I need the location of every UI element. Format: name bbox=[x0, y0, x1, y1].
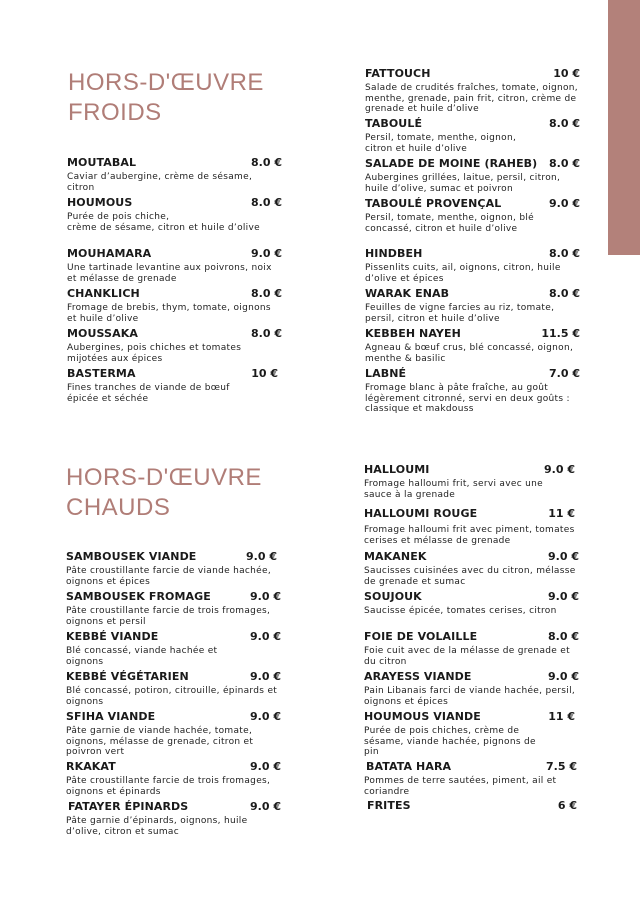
item-price: 9.0 € bbox=[544, 463, 575, 476]
item-price: 8.0 € bbox=[549, 287, 580, 300]
item-description: Purée de pois chiches, crème de sésame, viande hachée, pignons de pin bbox=[364, 726, 536, 757]
item-description: Pâte croustillante farcie de trois fromages, oignons et persil bbox=[66, 606, 271, 627]
item-price: 9.0 € bbox=[250, 760, 281, 773]
item-name: ARAYESS VIANDE bbox=[364, 670, 472, 683]
item-price: 7.5 € bbox=[546, 760, 577, 773]
item-description: Foie cuit avec de la mélasse de grenade et du citron bbox=[364, 646, 570, 667]
item-price: 10 € bbox=[251, 367, 278, 380]
item-price: 11.5 € bbox=[541, 327, 580, 340]
item-price: 9.0 € bbox=[548, 550, 579, 563]
item-name: HOUMOUS bbox=[67, 196, 133, 209]
item-description: Persil, tomate, menthe, oignon, citron et huile d’olive bbox=[365, 133, 517, 154]
item-price: 8.0 € bbox=[251, 156, 282, 169]
item-name: HOUMOUS VIANDE bbox=[364, 710, 481, 723]
item-description: Saucisse épicée, tomates cerises, citron bbox=[364, 606, 557, 616]
item-description: Aubergines grillées, laitue, persil, citron, huile d’olive, sumac et poivron bbox=[365, 173, 561, 194]
item-name: MOUSSAKA bbox=[67, 327, 138, 340]
item-description: Purée de pois chiche, crème de sésame, citron et huile d’olive bbox=[67, 212, 260, 233]
item-name: KEBBÉ VIANDE bbox=[66, 630, 159, 643]
item-price: 9.0 € bbox=[250, 630, 281, 643]
item-description: Fromage halloumi frit avec piment, tomates cerises et mélasse de grenade bbox=[364, 525, 575, 546]
item-description: Fines tranches de viande de bœuf épicée et séchée bbox=[67, 383, 230, 404]
item-description: Blé concassé, potiron, citrouille, épinards et oignons bbox=[66, 686, 278, 707]
item-price: 9.0 € bbox=[548, 670, 579, 683]
hot-section-title: HORS-D'ŒUVRE CHAUDS bbox=[66, 464, 262, 521]
item-price: 11 € bbox=[548, 507, 575, 520]
item-description: Pâte garnie de viande hachée, tomate, oignons, mélasse de grenade, citron et poivron vert bbox=[66, 726, 254, 757]
item-price: 9.0 € bbox=[549, 197, 580, 210]
item-description: Pâte garnie d’épinards, oignons, huile d’olive, citron et sumac bbox=[66, 816, 248, 837]
item-name: RKAKAT bbox=[66, 760, 116, 773]
item-price: 10 € bbox=[553, 67, 580, 80]
cold-section-title: HORS-D'ŒUVRE FROIDS bbox=[68, 69, 264, 126]
item-description: Une tartinade levantine aux poivrons, noix et mélasse de grenade bbox=[67, 263, 272, 284]
item-description: Fromage halloumi frit, servi avec une sauce à la grenade bbox=[364, 479, 543, 500]
item-description: Salade de crudités fraîches, tomate, oignon, menthe, grenade, pain frit, citron, crème de grenade et huile d’olive bbox=[365, 83, 578, 114]
item-price: 9.0 € bbox=[548, 590, 579, 603]
item-name: MAKANEK bbox=[364, 550, 427, 563]
item-description: Caviar d’aubergine, crème de sésame, citron bbox=[67, 172, 253, 193]
item-price: 8.0 € bbox=[548, 630, 579, 643]
item-price: 8.0 € bbox=[549, 117, 580, 130]
item-name: BATATA HARA bbox=[366, 760, 452, 773]
item-name: HALLOUMI bbox=[364, 463, 430, 476]
item-description: Pain Libanais farci de viande hachée, persil, oignons et épices bbox=[364, 686, 576, 707]
decorative-accent-bar bbox=[608, 0, 640, 255]
item-description: Pommes de terre sautées, piment, ail et coriandre bbox=[364, 776, 557, 797]
item-price: 11 € bbox=[548, 710, 575, 723]
item-price: 8.0 € bbox=[251, 287, 282, 300]
item-name: FATAYER ÉPINARDS bbox=[68, 800, 189, 813]
item-name: TABOULÉ bbox=[365, 117, 423, 130]
item-price: 9.0 € bbox=[250, 800, 281, 813]
item-name: MOUHAMARA bbox=[67, 247, 152, 260]
item-name: MOUTABAL bbox=[67, 156, 137, 169]
item-description: Feuilles de vigne farcies au riz, tomate, persil, citron et huile d’olive bbox=[365, 303, 555, 324]
item-description: Saucisses cuisinées avec du citron, mélasse de grenade et sumac bbox=[364, 566, 576, 587]
item-description: Fromage de brebis, thym, tomate, oignons et huile d’olive bbox=[67, 303, 271, 324]
item-name: SAMBOUSEK VIANDE bbox=[66, 550, 197, 563]
item-name: WARAK ENAB bbox=[365, 287, 450, 300]
item-description: Fromage blanc à pâte fraîche, au goût légèrement citronné, servi en deux goûts : classique et makdouss bbox=[365, 383, 570, 414]
item-description: Pâte croustillante farcie de viande hachée, oignons et épices bbox=[66, 566, 271, 587]
item-name: FOIE DE VOLAILLE bbox=[364, 630, 478, 643]
item-name: HINDBEH bbox=[365, 247, 423, 260]
item-price: 8.0 € bbox=[549, 157, 580, 170]
item-price: 8.0 € bbox=[549, 247, 580, 260]
item-price: 8.0 € bbox=[251, 196, 282, 209]
item-name: HALLOUMI ROUGE bbox=[364, 507, 478, 520]
item-description: Blé concassé, viande hachée et oignons bbox=[66, 646, 218, 667]
item-description: Pâte croustillante farcie de trois fromages, oignons et épinards bbox=[66, 776, 271, 797]
item-name: SOUJOUK bbox=[364, 590, 422, 603]
item-name: FATTOUCH bbox=[365, 67, 431, 80]
item-price: 8.0 € bbox=[251, 327, 282, 340]
item-name: FRITES bbox=[367, 799, 411, 812]
item-name: BASTERMA bbox=[67, 367, 136, 380]
item-name: SALADE DE MOINE (RAHEB) bbox=[365, 157, 538, 170]
item-name: LABNÉ bbox=[365, 367, 407, 380]
item-name: KEBBEH NAYEH bbox=[365, 327, 461, 340]
item-name: SFIHA VIANDE bbox=[66, 710, 156, 723]
item-description: Persil, tomate, menthe, oignon, blé concassé, citron et huile d’olive bbox=[365, 213, 534, 234]
item-name: CHANKLICH bbox=[67, 287, 140, 300]
item-name: KEBBÉ VÉGÉTARIEN bbox=[66, 670, 189, 683]
item-price: 9.0 € bbox=[246, 550, 277, 563]
item-name: TABOULÉ PROVENÇAL bbox=[365, 197, 502, 210]
item-price: 9.0 € bbox=[250, 710, 281, 723]
item-description: Aubergines, pois chiches et tomates mijotées aux épices bbox=[67, 343, 242, 364]
item-price: 9.0 € bbox=[250, 670, 281, 683]
item-description: Pissenlits cuits, ail, oignons, citron, huile d’olive et épices bbox=[365, 263, 561, 284]
item-description: Agneau & bœuf crus, blé concassé, oignon, menthe & basilic bbox=[365, 343, 574, 364]
item-name: SAMBOUSEK FROMAGE bbox=[66, 590, 211, 603]
item-price: 9.0 € bbox=[251, 247, 282, 260]
item-price: 6 € bbox=[557, 799, 577, 812]
item-price: 9.0 € bbox=[250, 590, 281, 603]
item-price: 7.0 € bbox=[549, 367, 580, 380]
